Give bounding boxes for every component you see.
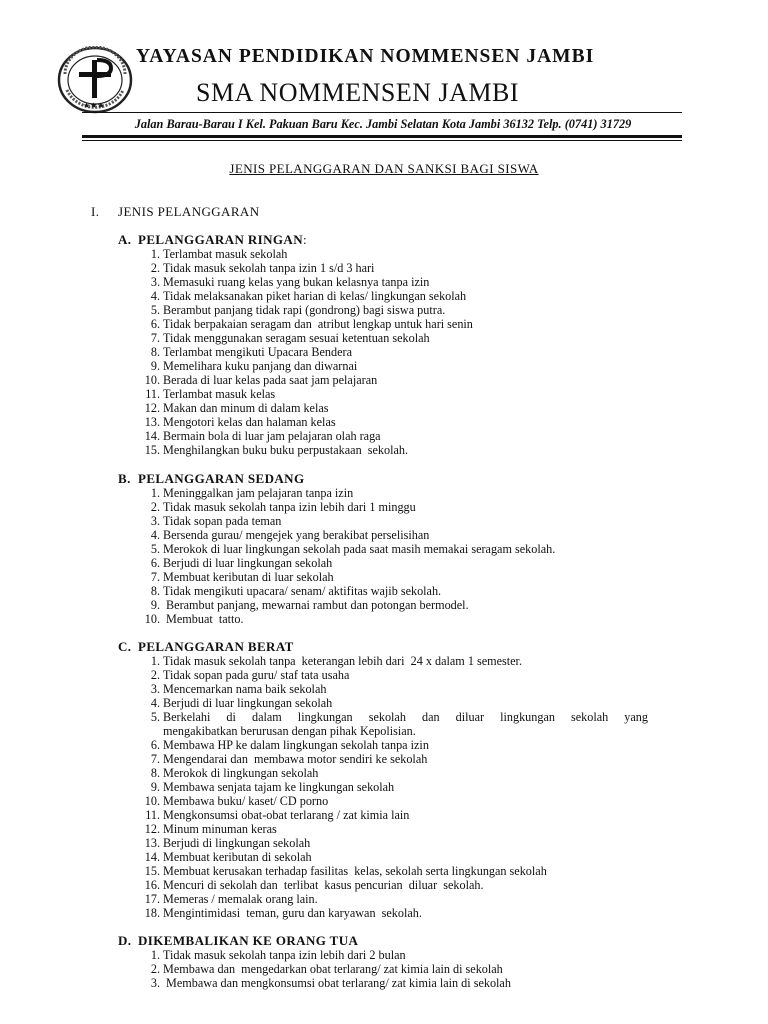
list-item xyxy=(138,289,658,303)
item-text: Mengkonsumsi obat-obat terlarang / zat kimia lain xyxy=(163,808,410,822)
item-number: 9. xyxy=(150,359,160,373)
item-text: Bermain bola di luar jam pelajaran olah raga xyxy=(163,429,381,443)
item-number: 4. xyxy=(150,289,160,303)
list-item xyxy=(138,696,658,710)
list-item xyxy=(138,682,658,696)
item-text xyxy=(163,710,648,738)
item-number: 16. xyxy=(144,878,160,892)
list-item xyxy=(138,976,658,990)
list-item xyxy=(138,948,658,962)
section-heading xyxy=(91,204,260,220)
item-number: 7. xyxy=(150,570,160,584)
list-item xyxy=(138,794,658,808)
item-text: Merokok di luar lingkungan sekolah pada saat masih memakai seragam sekolah. xyxy=(163,542,556,556)
item-number: 10. xyxy=(144,612,160,626)
item-text: Tidak sopan pada teman xyxy=(163,514,282,528)
item-text: Memeras / memalak orang lain. xyxy=(163,892,318,906)
item-number: 2. xyxy=(150,500,160,514)
item-text: Berambut panjang, mewarnai rambut dan potongan bermodel. xyxy=(163,598,469,612)
list-item xyxy=(138,542,658,556)
item-text: Terlambat mengikuti Upacara Bendera xyxy=(163,345,352,359)
item-text: Meninggalkan jam pelajaran tanpa izin xyxy=(163,486,354,500)
list-item xyxy=(138,443,658,457)
item-text: Mencemarkan nama baik sekolah xyxy=(163,682,327,696)
item-number: 3. xyxy=(150,514,160,528)
category-heading-b: B. PELANGGARAN SEDANG xyxy=(118,471,305,486)
item-text: Tidak menggunakan seragam sesuai ketentuan sekolah xyxy=(163,331,430,345)
item-text: Mengendarai dan membawa motor sendiri ke sekolah xyxy=(163,752,428,766)
list-item xyxy=(138,710,658,738)
list-item xyxy=(138,836,658,850)
item-text: Tidak sopan pada guru/ staf tata usaha xyxy=(163,668,350,682)
list-item xyxy=(138,612,658,626)
list-item xyxy=(138,766,658,780)
category-list-a xyxy=(138,247,658,457)
item-number: 3. xyxy=(150,682,160,696)
list-item xyxy=(138,598,658,612)
item-number: 2. xyxy=(150,962,160,976)
item-number: 14. xyxy=(144,850,160,864)
item-text: Terlambat masuk sekolah xyxy=(163,247,288,261)
item-number: 2. xyxy=(150,261,160,275)
item-number: 9. xyxy=(150,598,160,612)
header-rule-thick xyxy=(82,135,682,138)
item-number: 6. xyxy=(150,738,160,752)
list-item xyxy=(138,303,658,317)
item-number: 4. xyxy=(150,528,160,542)
list-item xyxy=(138,345,658,359)
school-emblem-icon xyxy=(57,46,133,114)
item-text: Berjudi di luar lingkungan sekolah xyxy=(163,696,333,710)
item-text: Mengotori kelas dan halaman kelas xyxy=(163,415,336,429)
item-number: 4. xyxy=(150,696,160,710)
item-number: 7. xyxy=(150,752,160,766)
item-text: Mengintimidasi teman, guru dan karyawan sekolah. xyxy=(163,906,422,920)
item-text: Membawa buku/ kaset/ CD porno xyxy=(163,794,329,808)
document-title: JENIS PELANGGARAN DAN SANKSI BAGI SISWA xyxy=(229,161,539,176)
item-number: 18. xyxy=(144,906,160,920)
item-number: 12. xyxy=(144,401,160,415)
item-text: Berada di luar kelas pada saat jam pelajaran xyxy=(163,373,378,387)
list-item xyxy=(138,654,658,668)
item-number: 5. xyxy=(150,710,160,724)
item-number: 7. xyxy=(150,331,160,345)
item-number: 9. xyxy=(150,780,160,794)
item-text: Menghilangkan buku buku perpustakaan sekolah. xyxy=(163,443,409,457)
item-number: 10. xyxy=(144,373,160,387)
list-item xyxy=(138,359,658,373)
category-heading-c: C. PELANGGARAN BERAT xyxy=(118,639,294,654)
item-text: Tidak berpakaian seragam dan atribut lengkap untuk hari senin xyxy=(163,317,473,331)
school-name: SMA NOMMENSEN JAMBI xyxy=(196,78,519,107)
item-number: 6. xyxy=(150,556,160,570)
item-text: Makan dan minum di dalam kelas xyxy=(163,401,329,415)
item-text: Merokok di lingkungan sekolah xyxy=(163,766,319,780)
list-item xyxy=(138,415,658,429)
list-item xyxy=(138,808,658,822)
item-number: 2. xyxy=(150,668,160,682)
list-item xyxy=(138,261,658,275)
school-address: Jalan Barau-Barau I Kel. Pakuan Baru Kec. Jambi Selatan Kota Jambi 36132 Telp. (0741) 31729 xyxy=(134,117,632,131)
category-heading-a: A. PELANGGARAN RINGAN: xyxy=(118,232,308,247)
list-item xyxy=(138,514,658,528)
item-number: 6. xyxy=(150,317,160,331)
item-text: Tidak mengikuti upacara/ senam/ aktifitas wajib sekolah. xyxy=(163,584,442,598)
item-number: 15. xyxy=(144,864,160,878)
item-text: Terlambat masuk kelas xyxy=(163,387,276,401)
item-text-line: Berkelahi di dalam lingkungan sekolah dan diluar lingkungan sekolah yang xyxy=(163,710,648,724)
item-number: 13. xyxy=(144,415,160,429)
list-item xyxy=(138,850,658,864)
item-number: 3. xyxy=(150,275,160,289)
category-heading-d: D. DIKEMBALIKAN KE ORANG TUA xyxy=(118,933,359,948)
item-text: Membuat tatto. xyxy=(163,612,244,626)
category-list-c xyxy=(138,654,658,920)
item-number: 10. xyxy=(144,794,160,808)
list-item xyxy=(138,317,658,331)
list-item xyxy=(138,738,658,752)
item-number: 8. xyxy=(150,345,160,359)
item-text: Berjudi di luar lingkungan sekolah xyxy=(163,556,333,570)
item-number: 8. xyxy=(150,584,160,598)
item-number: 11. xyxy=(145,387,160,401)
list-item xyxy=(138,429,658,443)
list-item xyxy=(138,331,658,345)
item-number: 3. xyxy=(150,976,160,990)
item-text: Membawa senjata tajam ke lingkungan sekolah xyxy=(163,780,395,794)
list-item xyxy=(138,500,658,514)
item-number: 17. xyxy=(144,892,160,906)
item-text: Mencuri di sekolah dan terlibat kasus pencurian diluar sekolah. xyxy=(163,878,484,892)
list-item xyxy=(138,275,658,289)
item-text: Bersenda gurau/ mengejek yang berakibat perselisihan xyxy=(163,528,430,542)
item-text: Memasuki ruang kelas yang bukan kelasnya tanpa izin xyxy=(163,275,430,289)
list-item xyxy=(138,401,658,415)
item-number: 1. xyxy=(150,486,160,500)
category-list-b xyxy=(138,486,658,626)
item-text: Tidak masuk sekolah tanpa izin lebih dari 2 bulan xyxy=(163,948,406,962)
list-item xyxy=(138,570,658,584)
list-item xyxy=(138,906,658,920)
category-list-d xyxy=(138,948,658,990)
item-number: 12. xyxy=(144,822,160,836)
list-item xyxy=(138,780,658,794)
list-item xyxy=(138,528,658,542)
list-item xyxy=(138,962,658,976)
item-text: Membuat keributan di sekolah xyxy=(163,850,312,864)
list-item xyxy=(138,878,658,892)
list-item xyxy=(138,556,658,570)
list-item xyxy=(138,584,658,598)
item-text: Tidak masuk sekolah tanpa izin lebih dari 1 minggu xyxy=(163,500,416,514)
item-text: Membuat kerusakan terhadap fasilitas kelas, sekolah serta lingkungan sekolah xyxy=(163,864,547,878)
list-item xyxy=(138,373,658,387)
item-number: 11. xyxy=(145,808,160,822)
item-text: Berjudi di lingkungan sekolah xyxy=(163,836,311,850)
list-item xyxy=(138,892,658,906)
item-number: 8. xyxy=(150,766,160,780)
list-item xyxy=(138,486,658,500)
item-text: Membawa dan mengedarkan obat terlarang/ zat kimia lain di sekolah xyxy=(163,962,503,976)
item-text: Membawa dan mengkonsumsi obat terlarang/ zat kimia lain di sekolah xyxy=(163,976,511,990)
item-number: 5. xyxy=(150,303,160,317)
list-item xyxy=(138,387,658,401)
item-text: Membawa HP ke dalam lingkungan sekolah tanpa izin xyxy=(163,738,429,752)
item-text: Tidak melaksanakan piket harian di kelas/ lingkungan sekolah xyxy=(163,289,467,303)
header-rule-top xyxy=(82,112,682,113)
list-item xyxy=(138,822,658,836)
organization-name: YAYASAN PENDIDIKAN NOMMENSEN JAMBI xyxy=(136,46,595,67)
item-text: Memelihara kuku panjang dan diwarnai xyxy=(163,359,358,373)
item-text-line: mengakibatkan berurusan dengan pihak Kepolisian. xyxy=(163,724,416,738)
list-item xyxy=(138,247,658,261)
header-rule-thin xyxy=(82,140,682,141)
item-text: Membuat keributan di luar sekolah xyxy=(163,570,334,584)
section-label: JENIS PELANGGARAN xyxy=(118,204,260,219)
item-text: Berambut panjang tidak rapi (gondrong) bagi siswa putra. xyxy=(163,303,446,317)
list-item xyxy=(138,864,658,878)
item-text: Tidak masuk sekolah tanpa keterangan lebih dari 24 x dalam 1 semester. xyxy=(163,654,522,668)
item-text: Tidak masuk sekolah tanpa izin 1 s/d 3 hari xyxy=(163,261,375,275)
section-number: I. xyxy=(91,204,100,219)
item-number: 1. xyxy=(150,654,160,668)
list-item xyxy=(138,668,658,682)
list-item xyxy=(138,752,658,766)
item-number: 14. xyxy=(144,429,160,443)
item-number: 1. xyxy=(150,247,160,261)
item-number: 13. xyxy=(144,836,160,850)
item-number: 5. xyxy=(150,542,160,556)
item-number: 1. xyxy=(150,948,160,962)
svg-text:★★★: ★★★ xyxy=(83,101,105,110)
item-number: 15. xyxy=(144,443,160,457)
item-text: Minum minuman keras xyxy=(163,822,277,836)
